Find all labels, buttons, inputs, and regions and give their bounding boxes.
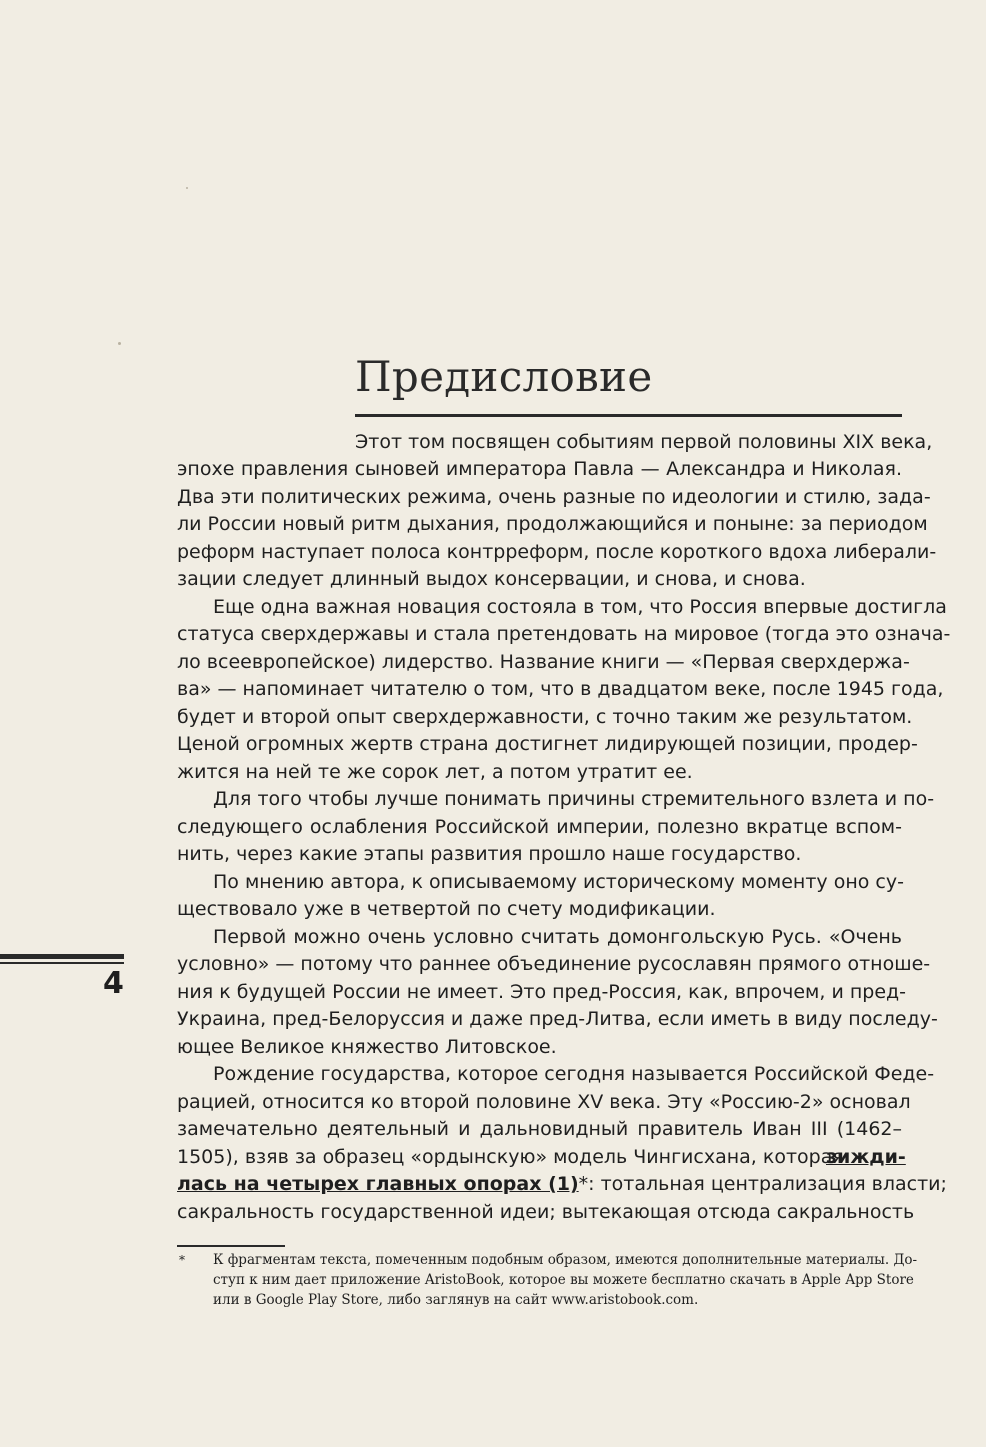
body-line: Украина, пред-Белоруссия и даже пред-Литва, если иметь в виду последу- xyxy=(177,1008,938,1030)
body-line: ющее Великое княжество Литовское. xyxy=(177,1036,557,1058)
body-line: сакральность государственной идеи; вытекающая отсюда сакральность xyxy=(177,1201,915,1223)
body-line: ществовало уже в четвертой по счету модификации. xyxy=(177,898,716,920)
body-line: будет и второй опыт сверхдержавности, с точно таким же результатом. xyxy=(177,706,913,728)
margin-rule xyxy=(0,954,124,959)
chapter-title: Предисловие xyxy=(355,352,653,401)
body-line: Первой можно очень условно считать домонгольскую Русь. «Очень xyxy=(213,926,902,948)
footnote-line: ступ к ним дает приложение AristoBook, которое вы можете бесплатно скачать в Apple App Store xyxy=(213,1272,914,1288)
body-line: эпохе правления сыновей императора Павла — Александра и Николая. xyxy=(177,458,902,480)
page-number: 4 xyxy=(103,966,124,1001)
body-line: ва» — напоминает читателю о том, что в двадцатом веке, после 1945 года, xyxy=(177,678,944,700)
body-line: зации следует длинный выдох консервации, и снова, и снова. xyxy=(177,568,806,590)
footnote-line: К фрагментам текста, помеченным подобным образом, имеются дополнительные материалы. До- xyxy=(213,1252,918,1268)
aristobook-link[interactable]: лась на четырех главных опорах (1) xyxy=(177,1173,579,1195)
body-line: Ценой огромных жертв страна достигнет лидирующей позиции, продер- xyxy=(177,733,918,755)
footnote-line: или в Google Play Store, либо заглянув на сайт www.aristobook.com. xyxy=(213,1292,699,1308)
body-line: реформ наступает полоса контрреформ, после короткого вдоха либерали- xyxy=(177,541,937,563)
body-line: следующего ослабления Российской империи, полезно вкратце вспом- xyxy=(177,816,902,838)
body-line: Два эти политических режима, очень разные по идеологии и стилю, зада- xyxy=(177,486,931,508)
margin-rule xyxy=(0,962,124,964)
body-line: Еще одна важная новация состояла в том, что Россия впервые достигла xyxy=(213,596,947,618)
body-line: ло всеевропейское) лидерство. Название книги — «Первая сверхдержа- xyxy=(177,651,910,673)
footnote-rule xyxy=(177,1245,285,1247)
body-line: Рождение государства, которое сегодня называется Российской Феде- xyxy=(213,1063,935,1085)
body-line: статуса сверхдержавы и стала претендовать на мировое (тогда это означа- xyxy=(177,623,951,645)
body-text: : тотальная централизация власти; xyxy=(588,1173,947,1195)
footnote-star: * xyxy=(179,1253,185,1267)
body-line: условно» — потому что раннее объединение русославян прямого отноше- xyxy=(177,953,931,975)
footnote-marker[interactable]: * xyxy=(578,1173,589,1195)
body-line: рацией, относится ко второй половине XV века. Эту «Россию-2» основал xyxy=(177,1091,911,1113)
body-line: жится на ней те же сорок лет, а потом утратит ее. xyxy=(177,761,693,783)
body-line: ния к будущей России не имеет. Это пред-Россия, как, впрочем, и пред- xyxy=(177,981,906,1003)
title-underline xyxy=(355,414,902,417)
body-line: ли России новый ритм дыхания, продолжающийся и поныне: за периодом xyxy=(177,513,928,535)
body-line: замечательно деятельный и дальновидный правитель Иван III (1462– xyxy=(177,1118,902,1140)
body-line: нить, через какие этапы развития прошло наше государство. xyxy=(177,843,802,865)
body-line: По мнению автора, к описываемому историческому моменту оно су- xyxy=(213,871,904,893)
paper-speck xyxy=(118,342,121,345)
body-line: Для того чтобы лучше понимать причины стремительного взлета и по- xyxy=(213,788,935,810)
body-line: Этот том посвящен событиям первой половины XIX века, xyxy=(355,431,933,453)
paper-speck xyxy=(186,187,188,189)
body-line xyxy=(177,1171,947,1198)
aristobook-link[interactable]: зижди- xyxy=(826,1146,906,1168)
body-line: 1505), взяв за образец «ордынскую» модель Чингисхана, которая xyxy=(177,1146,844,1168)
